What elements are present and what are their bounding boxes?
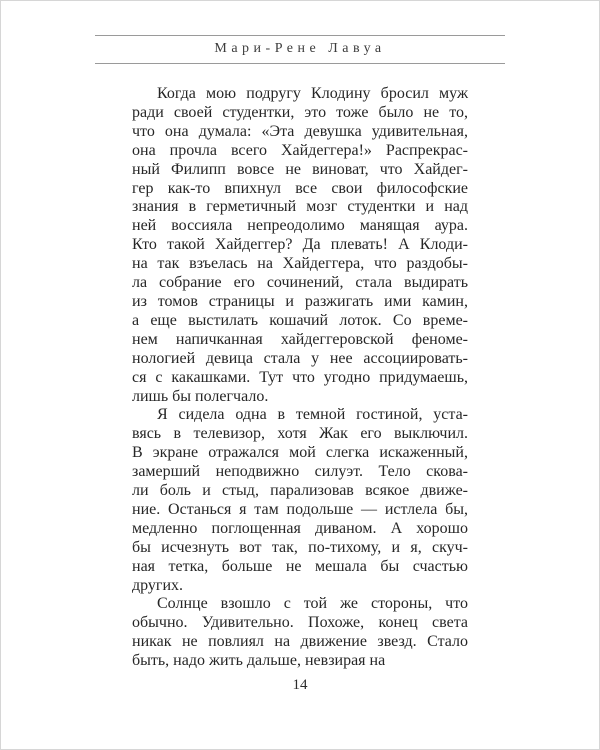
text-line: быть, надо жить дальше, невзирая на [132, 652, 386, 670]
text-line: ради своей студентки, это тоже было не то, [132, 103, 468, 121]
text-line: ли боль и стыд, парализовав всякое движе- [132, 482, 468, 500]
running-head [95, 35, 505, 64]
text-line: ная тетка, больше не мешала бы счастью [132, 557, 468, 575]
text-line: В экране отражался мой слегка искаженный, [132, 444, 468, 462]
paragraph [132, 406, 468, 595]
text-line: обычно. Удивительно. Похоже, конец света [132, 614, 468, 632]
text-line: ся с какашками. Тут что угодно придумаешь, [132, 368, 468, 386]
text-line: из томов страницы и разжигать ими камин, [132, 292, 468, 310]
paragraph [132, 595, 468, 671]
text-line: лишь бы полегчало. [132, 387, 269, 405]
text-line: ней воссияла непреодолимо манящая аура. [132, 217, 468, 235]
text-line: ние. Останься я там подольше — истлела бы, [132, 500, 468, 518]
text-block [132, 85, 468, 671]
text-line: Я сидела одна в темной гостиной, уста- [157, 406, 468, 424]
text-line: вясь в телевизор, хотя Жак его выключил. [132, 425, 468, 443]
text-line: знания в герметичный мозг студентки и над [132, 198, 468, 216]
text-line: нологией девица стала у нее ассоциировать- [132, 349, 468, 367]
text-line: Кто такой Хайдеггер? Да плевать! А Клоди- [132, 236, 468, 254]
text-line: замерший неподвижно силуэт. Тело скова- [132, 463, 468, 481]
text-line: гер как-то впихнул все свои философские [132, 179, 468, 197]
text-line: Солнце взошло с той же стороны, что [157, 595, 468, 613]
text-line: бы исчезнуть вот так, по-тихому, и я, скуч- [132, 538, 468, 556]
text-line: она прочла всего Хайдеггера!» Распрекрас- [132, 141, 468, 159]
author-name: Мари-Рене Лавуа [214, 41, 386, 56]
text-line: других. [132, 576, 184, 594]
text-line: нем напичканная хайдеггеровской феноме- [132, 330, 468, 348]
text-line: что она думала: «Эта девушка удивительная, [132, 122, 468, 140]
text-line: а еще выстилать кошачий лоток. Со време- [132, 311, 468, 329]
text-line: ный Филипп вовсе не виноват, что Хайдег- [132, 160, 468, 178]
page-number: 14 [292, 677, 308, 693]
text-line: на так взъелась на Хайдеггера, что раздобы- [132, 255, 468, 273]
text-line: Когда мою подругу Клодину бросил муж [157, 85, 468, 102]
paragraph [132, 85, 468, 406]
text-line: ла собрание его сочинений, стала выдирать [132, 274, 468, 292]
text-line: никак не повлиял на движение звезд. Стало [132, 633, 468, 651]
text-line: медленно поглощенная диваном. А хорошо [132, 519, 468, 537]
